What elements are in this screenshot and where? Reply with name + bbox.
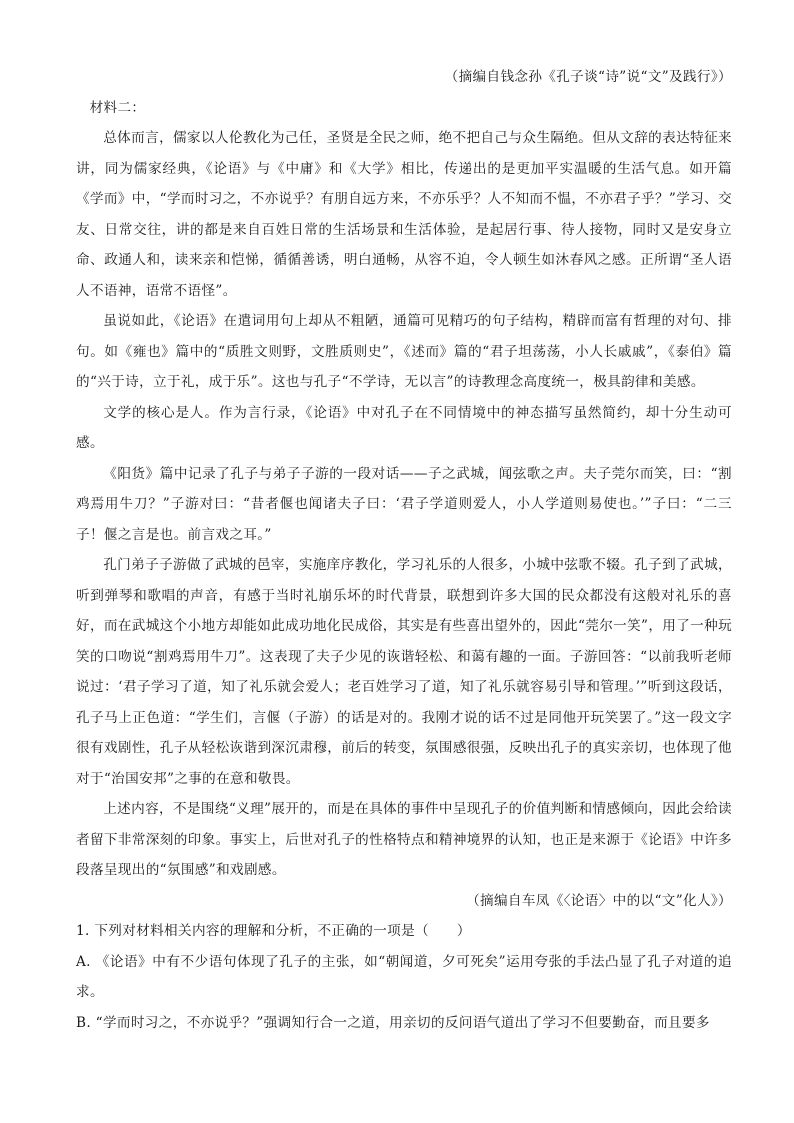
document-page xyxy=(76,62,732,1038)
source-citation-2: （摘编自车凤《〈论语〉中的以“文”化人》） xyxy=(466,892,732,909)
paragraph-6: 上述内容，不是围绕“义理”展开的，而是在具体的事件中呈现孔子的价值判断和情感倾向，因此会给读者留下非常深刻的印象。事实上，后世对孔子的性格特点和精神境界的认知，也正是来源于《论语》中许多段落呈现出的“氛围感”和戏剧感。 xyxy=(76,801,732,878)
question-1: 1. 下列对材料相关内容的理解和分析，不正确的一项是（ ） xyxy=(76,923,471,939)
option-a: A. 《论语》中有不少语句体现了孔子的主张，如“朝闻道，夕可死矣”运用夸张的手法凸显了孔子对道的追求。 xyxy=(76,953,732,1000)
option-b: B. “学而时习之，不亦说乎？”强调知行合一之道，用亲切的反问语气道出了学习不但要勤奋，而且要多 xyxy=(76,1014,710,1031)
paragraph-2: 虽说如此，《论语》在遣词用句上却从不粗陋，通篇可见精巧的句子结构，精辟而富有哲理的对句、排句。如《雍也》篇中的“质胜文则野，文胜质则史”，《述而》篇的“君子坦荡荡，小人长戚戚”，《泰伯》篇的“兴于诗，立于礼，成于乐”。这也与孔子“不学诗，无以言”的诗教理念高度统一，极具韵律和美感。 xyxy=(76,313,732,390)
paragraph-3: 文学的核心是人。作为言行录，《论语》中对孔子在不同情境中的神态描写虽然简约，却十分生动可感。 xyxy=(76,404,732,451)
source-citation-1: （摘编自钱念孙《孔子谈“诗”说“文”及践行》） xyxy=(444,69,732,85)
paragraph-4: 《阳货》篇中记录了孔子与弟子子游的一段对话——子之武城，闻弦歌之声。夫子莞尔而笑，曰：“割鸡焉用牛刀？”子游对曰：“昔者偃也闻诸夫子曰：‘君子学道则爱人，小人学道则易使也。’”子曰：“二三子！偃之言是也。前言戏之耳。” xyxy=(76,465,732,543)
paragraph-5: 孔门弟子子游做了武城的邑宰，实施庠序教化，学习礼乐的人很多，小城中弦歌不辍。孔子到了武城，听到弹琴和歌唱的声音，有感于当时礼崩乐坏的时代背景，联想到许多大国的民众都没有这般对礼乐的喜好，而在武城这个小地方却能如此成功地化民成俗，其实是有些喜出望外的，因此“莞尔一笑”，用了一种玩笑的口吻说“割鸡焉用牛刀”。这表现了夫子少见的诙谐轻松、和蔼有趣的一面。子游回答：“以前我听老师说过：‘君子学习了道，知了礼乐就会爱人；老百姓学习了道，知了礼乐就容易引导和管理。’”听到这段话，孔子马上正色道：“学生们，言偃（子游）的话是对的。我刚才说的话不过是同他开玩笑罢了。”这一段文字很有戏剧性，孔子从轻松诙谐到深沉肃穆，前后的转变，氛围感很强，反映出孔子的真实亲切，也体现了他对于“治国安邦”之事的在意和敬畏。 xyxy=(76,557,733,787)
paragraph-1: 总体而言，儒家以人伦教化为己任，圣贤是全民之师，绝不把自己与众生隔绝。但从文辞的表达特征来讲，同为儒家经典，《论语》与《中庸》和《大学》相比，传递出的是更加平实温暖的生活气息。如开篇《学而》中，“学而时习之，不亦说乎？有朋自远方来，不亦乐乎？人不知而不愠，不亦君子乎？”学习、交友、日常交往，讲的都是来自百姓日常的生活场景和生活体验，是起居行事、待人接物，同时又是安身立命、政通人和，读来亲和恺悌，循循善诱，明白通畅，从容不迫，令人顿生如沐春风之感。正所谓“圣人语人不语神，语常不语怪”。 xyxy=(76,130,733,299)
material-two-label: 材料二： xyxy=(89,99,146,116)
